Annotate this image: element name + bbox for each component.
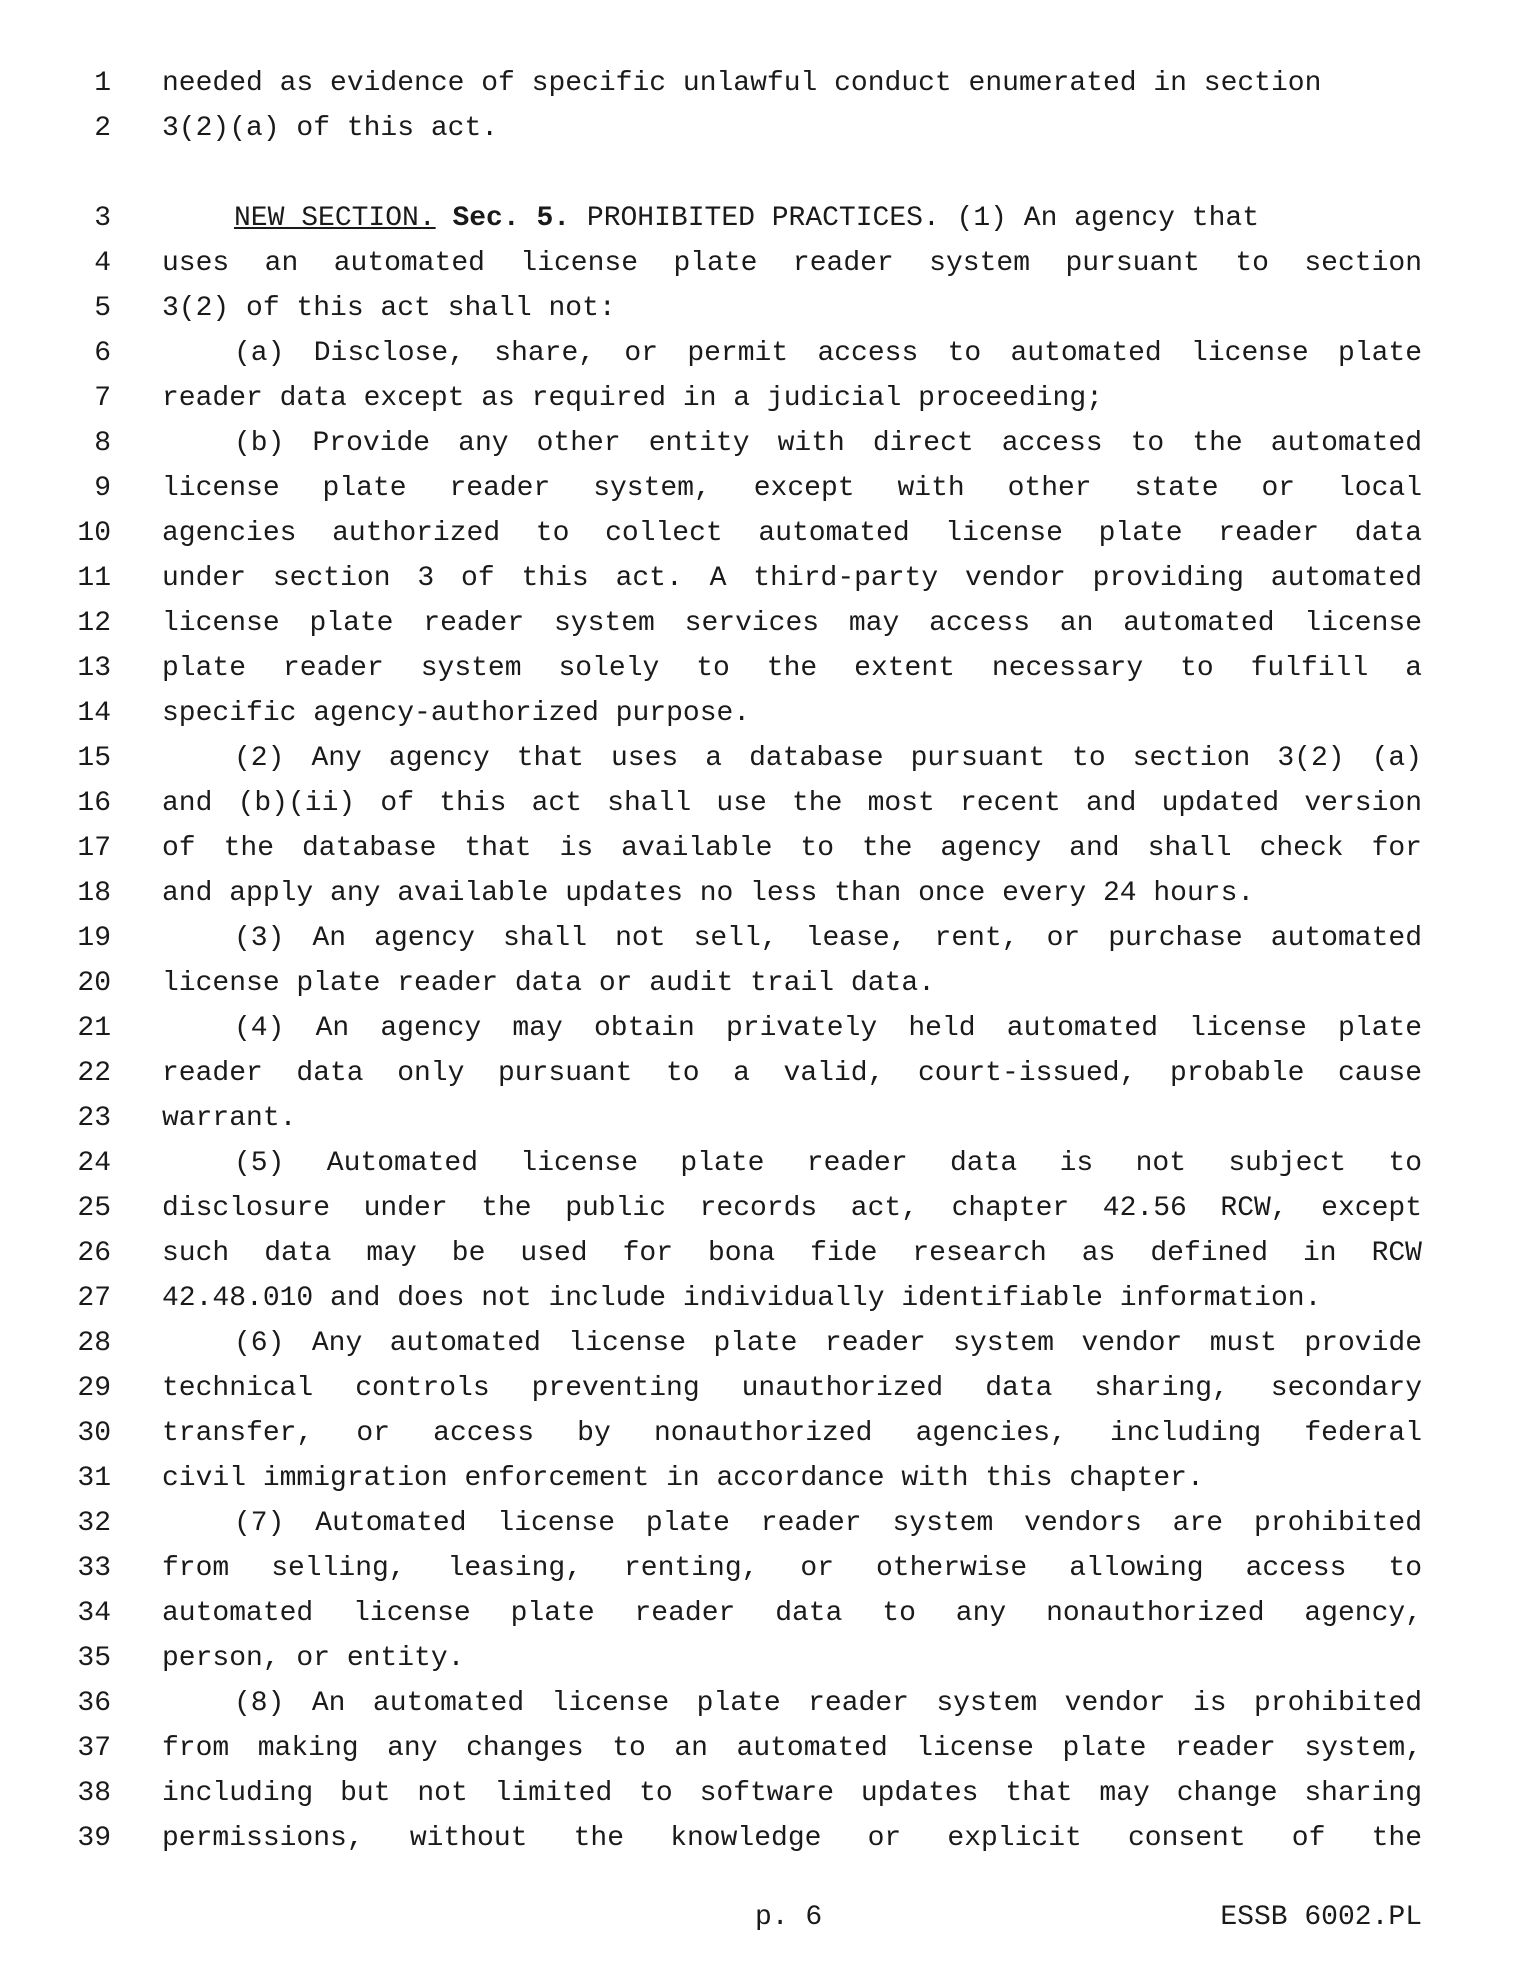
line-content: such data may be used for bona fide research as defined in RCW bbox=[162, 1238, 1422, 1269]
line-number: 9 bbox=[94, 473, 111, 504]
document-line bbox=[0, 556, 1530, 601]
line-content: (8) An automated license plate reader system vendor is prohibited bbox=[234, 1688, 1422, 1719]
line-text bbox=[162, 241, 1422, 286]
line-text bbox=[162, 466, 1422, 511]
line-content: permissions, without the knowledge or explicit consent of the bbox=[162, 1823, 1422, 1854]
line-content: from making any changes to an automated license plate reader system, bbox=[162, 1733, 1422, 1764]
line-text bbox=[162, 1726, 1422, 1771]
line-content: person, or entity. bbox=[162, 1643, 465, 1674]
document-line bbox=[0, 61, 1530, 106]
line-content: warrant. bbox=[162, 1103, 297, 1134]
line-content: 3(2) of this act shall not: bbox=[162, 293, 616, 324]
line-content: (3) An agency shall not sell, lease, rent, or purchase automated bbox=[234, 923, 1422, 954]
line-content: and (b)(ii) of this act shall use the most recent and updated version bbox=[162, 788, 1422, 819]
line-number: 2 bbox=[94, 113, 111, 144]
line-number: 11 bbox=[77, 563, 111, 594]
line-content: (2) Any agency that uses a database pursuant to section 3(2) (a) bbox=[234, 743, 1422, 774]
line-text bbox=[162, 421, 1422, 466]
line-text bbox=[162, 61, 1422, 106]
document-line bbox=[0, 1546, 1530, 1591]
line-text bbox=[162, 1051, 1422, 1096]
line-content: license plate reader system, except with other state or local bbox=[162, 473, 1422, 504]
document-line bbox=[0, 826, 1530, 871]
line-content: civil immigration enforcement in accordance with this chapter. bbox=[162, 1463, 1204, 1494]
line-number: 17 bbox=[77, 833, 111, 864]
line-number: 13 bbox=[77, 653, 111, 684]
line-number: 30 bbox=[77, 1418, 111, 1449]
document-line bbox=[0, 1231, 1530, 1276]
line-text bbox=[162, 1006, 1422, 1051]
line-content: specific agency-authorized purpose. bbox=[162, 698, 751, 729]
line-number: 19 bbox=[77, 923, 111, 954]
line-content: uses an automated license plate reader system pursuant to section bbox=[162, 248, 1422, 279]
line-number: 16 bbox=[77, 788, 111, 819]
document-line bbox=[0, 1501, 1530, 1546]
line-number: 36 bbox=[77, 1688, 111, 1719]
line-number: 33 bbox=[77, 1553, 111, 1584]
document-line bbox=[0, 106, 1530, 151]
line-number: 15 bbox=[77, 743, 111, 774]
line-number: 5 bbox=[94, 293, 111, 324]
document-line bbox=[0, 331, 1530, 376]
line-content: 3(2)(a) of this act. bbox=[162, 113, 499, 144]
line-text bbox=[162, 781, 1422, 826]
line-content: (b) Provide any other entity with direct access to the automated bbox=[234, 428, 1422, 459]
line-text bbox=[162, 601, 1422, 646]
line-content: (a) Disclose, share, or permit access to automated license plate bbox=[234, 338, 1422, 369]
line-text bbox=[162, 1096, 1422, 1141]
section-heading-text: PROHIBITED PRACTICES. (1) An agency that bbox=[586, 203, 1259, 234]
line-text bbox=[162, 1771, 1422, 1816]
line-text bbox=[162, 736, 1422, 781]
document-line bbox=[0, 1186, 1530, 1231]
line-text bbox=[162, 691, 1422, 736]
document-line bbox=[0, 646, 1530, 691]
document-line bbox=[0, 1816, 1530, 1861]
line-text bbox=[162, 961, 1422, 1006]
line-number: 39 bbox=[77, 1823, 111, 1854]
line-text bbox=[162, 1546, 1422, 1591]
line-content: license plate reader data or audit trail data. bbox=[162, 968, 935, 999]
page-number: p. 6 bbox=[755, 1902, 823, 1933]
line-number: 35 bbox=[77, 1643, 111, 1674]
line-number: 8 bbox=[94, 428, 111, 459]
document-line bbox=[0, 601, 1530, 646]
line-content: and apply any available updates no less than once every 24 hours. bbox=[162, 878, 1255, 909]
line-text bbox=[162, 376, 1422, 421]
line-text bbox=[162, 286, 1422, 331]
document-line bbox=[0, 466, 1530, 511]
document-line bbox=[0, 196, 1530, 241]
line-text bbox=[162, 1591, 1422, 1636]
line-text bbox=[162, 1501, 1422, 1546]
line-content: technical controls preventing unauthorized data sharing, secondary bbox=[162, 1373, 1422, 1404]
document-line bbox=[0, 1141, 1530, 1186]
line-number: 25 bbox=[77, 1193, 111, 1224]
line-content: automated license plate reader data to any nonauthorized agency, bbox=[162, 1598, 1422, 1629]
line-content: (4) An agency may obtain privately held automated license plate bbox=[234, 1013, 1422, 1044]
document-line bbox=[0, 781, 1530, 826]
line-content: plate reader system solely to the extent necessary to fulfill a bbox=[162, 653, 1422, 684]
document-line bbox=[0, 1411, 1530, 1456]
document-line bbox=[0, 1006, 1530, 1051]
line-text bbox=[162, 1456, 1422, 1501]
new-section-label: NEW SECTION. bbox=[234, 203, 436, 234]
document-line bbox=[0, 916, 1530, 961]
line-content: (7) Automated license plate reader system vendors are prohibited bbox=[234, 1508, 1422, 1539]
document-line bbox=[0, 286, 1530, 331]
line-text bbox=[162, 106, 1422, 151]
line-text bbox=[162, 1411, 1422, 1456]
line-text bbox=[162, 826, 1422, 871]
line-text bbox=[162, 511, 1422, 556]
document-line bbox=[0, 1681, 1530, 1726]
line-text bbox=[162, 331, 1422, 376]
line-text bbox=[162, 1366, 1422, 1411]
document-line bbox=[0, 1321, 1530, 1366]
document-line bbox=[0, 1366, 1530, 1411]
line-content: including but not limited to software updates that may change sharing bbox=[162, 1778, 1422, 1809]
line-number: 27 bbox=[77, 1283, 111, 1314]
line-number: 18 bbox=[77, 878, 111, 909]
document-line bbox=[0, 736, 1530, 781]
line-number: 24 bbox=[77, 1148, 111, 1179]
line-number: 21 bbox=[77, 1013, 111, 1044]
line-content: of the database that is available to the agency and shall check for bbox=[162, 833, 1422, 864]
line-text bbox=[162, 1141, 1422, 1186]
line-text bbox=[162, 1321, 1422, 1366]
line-content: from selling, leasing, renting, or otherwise allowing access to bbox=[162, 1553, 1422, 1584]
line-content: under section 3 of this act. A third-party vendor providing automated bbox=[162, 563, 1422, 594]
line-number: 38 bbox=[77, 1778, 111, 1809]
line-text bbox=[162, 916, 1422, 961]
line-content: reader data only pursuant to a valid, court-issued, probable cause bbox=[162, 1058, 1422, 1089]
line-content: (5) Automated license plate reader data is not subject to bbox=[234, 1148, 1422, 1179]
line-text bbox=[162, 196, 1422, 241]
line-text bbox=[162, 1231, 1422, 1276]
line-content: reader data except as required in a judicial proceeding; bbox=[162, 383, 1103, 414]
line-number: 7 bbox=[94, 383, 111, 414]
line-number: 23 bbox=[77, 1103, 111, 1134]
document-line bbox=[0, 961, 1530, 1006]
line-number: 1 bbox=[94, 68, 111, 99]
line-text bbox=[162, 556, 1422, 601]
line-number: 31 bbox=[77, 1463, 111, 1494]
line-text bbox=[162, 1636, 1422, 1681]
document-line bbox=[0, 511, 1530, 556]
document-line bbox=[0, 1051, 1530, 1096]
line-number: 10 bbox=[77, 518, 111, 549]
line-content: disclosure under the public records act, chapter 42.56 RCW, except bbox=[162, 1193, 1422, 1224]
document-line bbox=[0, 1276, 1530, 1321]
line-number: 32 bbox=[77, 1508, 111, 1539]
line-number: 26 bbox=[77, 1238, 111, 1269]
document-line bbox=[0, 1456, 1530, 1501]
line-number: 20 bbox=[77, 968, 111, 999]
line-content: needed as evidence of specific unlawful conduct enumerated in section bbox=[162, 68, 1322, 99]
document-line bbox=[0, 871, 1530, 916]
document-line bbox=[0, 1726, 1530, 1771]
section-number: Sec. 5. bbox=[452, 203, 571, 234]
line-number: 28 bbox=[77, 1328, 111, 1359]
document-line bbox=[0, 421, 1530, 466]
line-content: 42.48.010 and does not include individually identifiable information. bbox=[162, 1283, 1322, 1314]
document-line bbox=[0, 1591, 1530, 1636]
line-content: license plate reader system services may access an automated license bbox=[162, 608, 1422, 639]
line-text bbox=[162, 1816, 1422, 1861]
line-number: 14 bbox=[77, 698, 111, 729]
line-number: 29 bbox=[77, 1373, 111, 1404]
document-line bbox=[0, 1771, 1530, 1816]
line-number: 4 bbox=[94, 248, 111, 279]
line-text bbox=[162, 871, 1422, 916]
line-text bbox=[162, 1186, 1422, 1231]
line-number: 34 bbox=[77, 1598, 111, 1629]
line-number: 37 bbox=[77, 1733, 111, 1764]
document-line bbox=[0, 1096, 1530, 1141]
line-text bbox=[162, 1276, 1422, 1321]
line-content: (6) Any automated license plate reader system vendor must provide bbox=[234, 1328, 1422, 1359]
line-text bbox=[162, 646, 1422, 691]
document-line bbox=[0, 241, 1530, 286]
line-number: 22 bbox=[77, 1058, 111, 1089]
document-line bbox=[0, 691, 1530, 736]
line-content: transfer, or access by nonauthorized agencies, including federal bbox=[162, 1418, 1422, 1449]
bill-number: ESSB 6002.PL bbox=[1220, 1902, 1422, 1933]
line-number: 3 bbox=[94, 203, 111, 234]
document-line bbox=[0, 376, 1530, 421]
line-number: 6 bbox=[94, 338, 111, 369]
line-number: 12 bbox=[77, 608, 111, 639]
line-content: agencies authorized to collect automated license plate reader data bbox=[162, 518, 1422, 549]
line-text bbox=[162, 1681, 1422, 1726]
document-line bbox=[0, 1636, 1530, 1681]
